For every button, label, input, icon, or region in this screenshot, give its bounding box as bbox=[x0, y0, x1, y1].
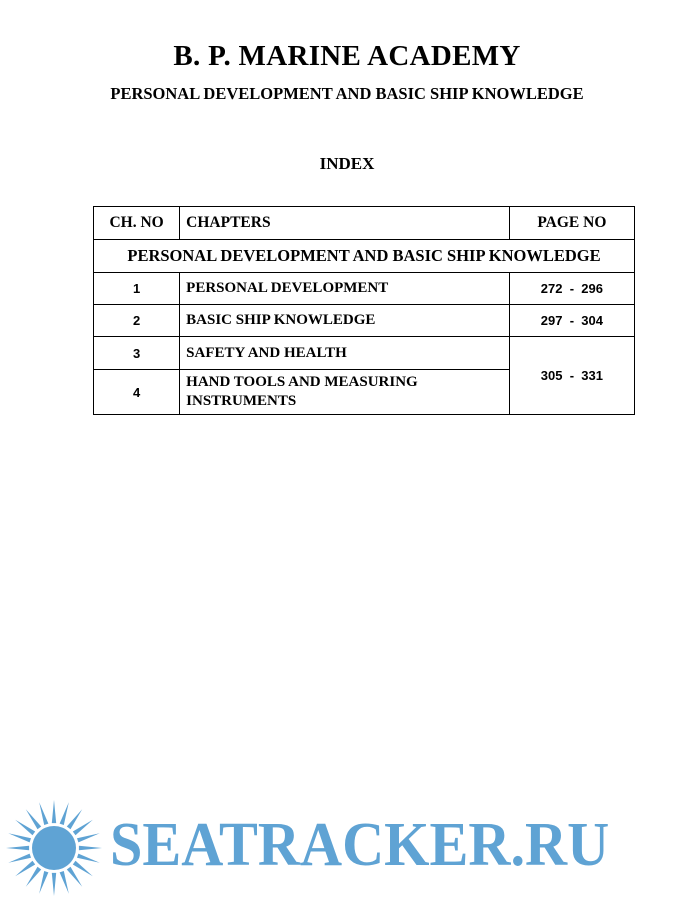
chapter-number: 4 bbox=[94, 370, 180, 415]
table-row bbox=[94, 337, 635, 370]
table-header-row bbox=[94, 207, 635, 240]
chapter-title: PERSONAL DEVELOPMENT bbox=[180, 273, 510, 305]
watermark-text: SEATRACKER.RU bbox=[110, 811, 610, 879]
chapter-title: SAFETY AND HEALTH bbox=[180, 337, 510, 370]
column-header-page-no: PAGE NO bbox=[509, 207, 634, 240]
table-row bbox=[94, 273, 635, 305]
page-range: 297 - 304 bbox=[509, 305, 634, 337]
page-range: 305 - 331 bbox=[509, 337, 634, 415]
chapter-title: BASIC SHIP KNOWLEDGE bbox=[180, 305, 510, 337]
document-subtitle: PERSONAL DEVELOPMENT AND BASIC SHIP KNOWLEDGE bbox=[110, 84, 584, 103]
sun-burst-icon bbox=[4, 798, 108, 898]
chapter-number: 3 bbox=[94, 337, 180, 370]
chapter-number: 1 bbox=[94, 273, 180, 305]
watermark bbox=[0, 792, 694, 902]
page-range: 272 - 296 bbox=[509, 273, 634, 305]
chapter-title: HAND TOOLS AND MEASURING INSTRUMENTS bbox=[180, 370, 510, 415]
index-table bbox=[93, 206, 635, 415]
table-row bbox=[94, 305, 635, 337]
column-header-chapters: CHAPTERS bbox=[180, 207, 510, 240]
section-title: PERSONAL DEVELOPMENT AND BASIC SHIP KNOWLEDGE bbox=[94, 240, 635, 273]
document-title: B. P. MARINE ACADEMY bbox=[173, 40, 521, 72]
chapter-number: 2 bbox=[94, 305, 180, 337]
index-heading: INDEX bbox=[319, 154, 375, 173]
column-header-ch-no: CH. NO bbox=[94, 207, 180, 240]
section-row bbox=[94, 240, 635, 273]
